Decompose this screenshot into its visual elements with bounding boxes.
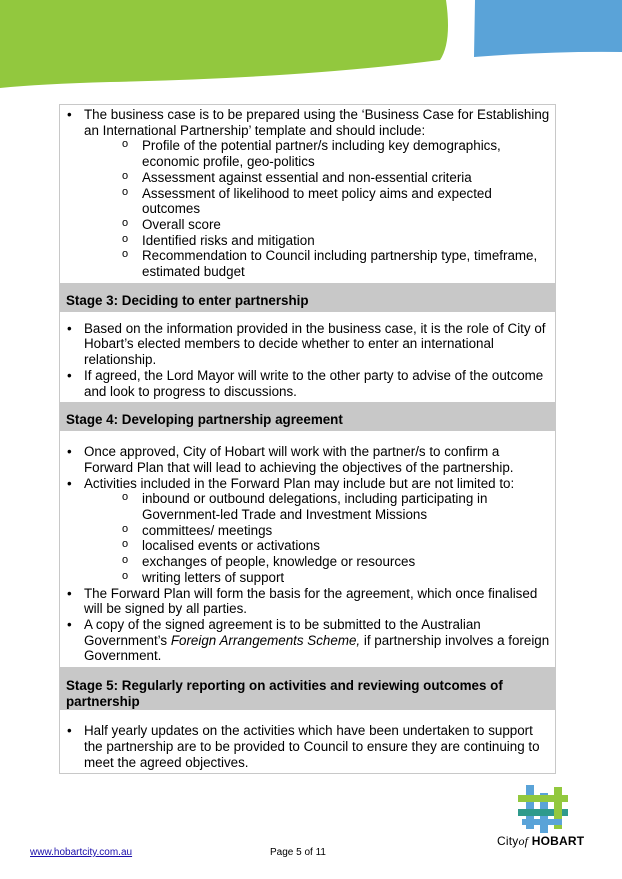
stage-3-heading: Stage 3: Deciding to enter partnership xyxy=(60,283,555,312)
process-table xyxy=(59,104,556,774)
website-link[interactable]: www.hobartcity.com.au xyxy=(30,847,133,858)
list-item: • Half yearly updates on the activities which have been undertaken to support the partnership are to be provided to Council to ensure they are continuing to meet the agreed objectives. xyxy=(64,723,550,770)
list-item: o inbound or outbound delegations, including participating in Government-led Trade and Investment Missions xyxy=(84,491,550,522)
list-item: o writing letters of support xyxy=(84,570,550,586)
list-item: • Once approved, City of Hobart will work with the partner/s to confirm a Forward Plan that will lead to achieving the objectives of the partnership. xyxy=(64,444,550,475)
stage-3-cell xyxy=(60,312,555,403)
list-item: • The Forward Plan will form the basis for the agreement, which once finalised will be signed by all parties. xyxy=(64,586,550,617)
list-item: o Assessment against essential and non-essential criteria xyxy=(84,170,550,186)
list-item: o Overall score xyxy=(84,217,550,233)
list-item: o localised events or activations xyxy=(84,538,550,554)
header-banner xyxy=(0,0,622,95)
list-item: o Recommendation to Council including partnership type, timeframe, estimated budget xyxy=(84,248,550,279)
list-item: • Activities included in the Forward Plan may include but are not limited to: o inbound or outbound delegations, including participating in Government-led Trade and Investment Missions o committees/ meetings o localised events or activations o exchanges of people, knowledge or resources o writing letters of support xyxy=(64,476,550,586)
banner-green-swoosh xyxy=(0,0,448,88)
page-number: Page 5 of 11 xyxy=(270,847,326,858)
activities-sublist xyxy=(84,491,550,585)
list-item: o Identified risks and mitigation xyxy=(84,233,550,249)
intro-sublist xyxy=(84,138,550,279)
logo-wordmark: Cityof HOBART xyxy=(497,834,585,848)
list-item: o exchanges of people, knowledge or resources xyxy=(84,554,550,570)
stage-4-heading: Stage 4: Developing partnership agreement xyxy=(60,402,555,431)
stage-5-heading: Stage 5: Regularly reporting on activities and reviewing outcomes of partnership xyxy=(60,667,555,710)
list-item: • If agreed, the Lord Mayor will write to the other party to advise of the outcome and look to progress to discussions. xyxy=(64,368,550,399)
banner-blue-band xyxy=(474,0,622,57)
list-item: • A copy of the signed agreement is to be submitted to the Australian Government’s Foreign Arrangements Scheme, if partnership involves a foreign Government. xyxy=(64,617,550,664)
list-item: o Profile of the potential partner/s including key demographics, economic profile, geo-politics xyxy=(84,138,550,169)
list-item: o committees/ meetings xyxy=(84,523,550,539)
intro-cell xyxy=(60,105,555,283)
stage-4-cell xyxy=(60,431,555,667)
list-item: • Based on the information provided in the business case, it is the role of City of Hobart’s elected members to decide whether to enter an international relationship. xyxy=(64,321,550,368)
list-item: • The business case is to be prepared using the ‘Business Case for Establishing an International Partnership’ template and should include: o Profile of the potential partner/s including key demographics, economic profile, geo-politics o Assessment against essential and non-essential criteria o Assessment of likelihood to meet policy aims and expected outcomes o Overall score o Identified risks and mitigation o Recommendation to Council including partnership type, timeframe, estimated budget xyxy=(64,107,550,280)
stage-5-cell xyxy=(60,710,555,773)
list-item: o Assessment of likelihood to meet policy aims and expected outcomes xyxy=(84,186,550,217)
